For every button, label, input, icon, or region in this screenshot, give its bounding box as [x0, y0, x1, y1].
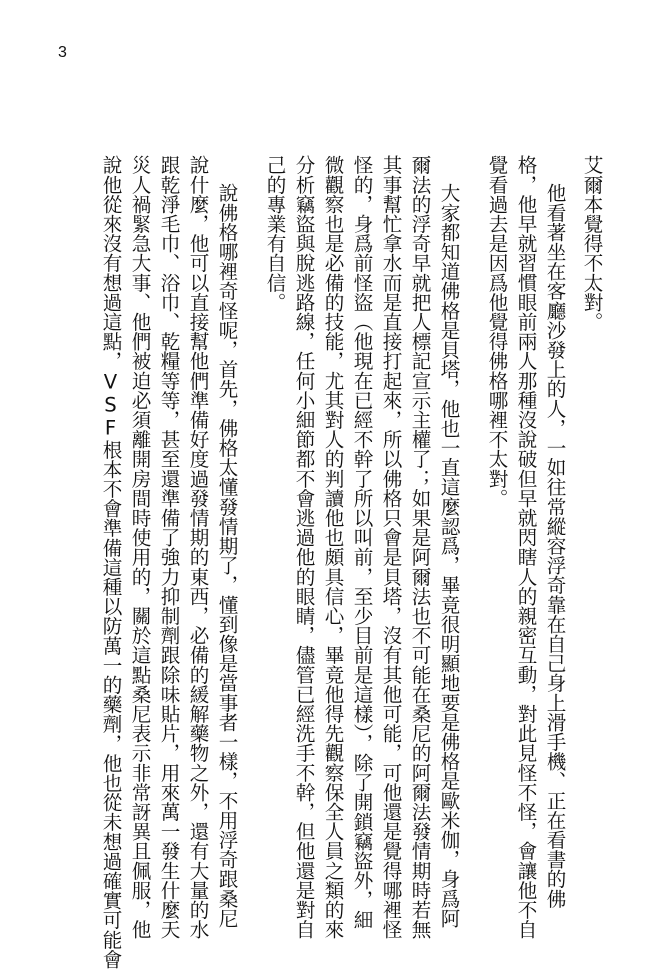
text-column-9: 微觀察也是必備的技能，尤其對人的判讀他也頗具信心，畢竟他得先觀察保全人員之類的來 — [321, 155, 344, 939]
text-column-6: 爾法的浮奇早就把人標記宣示主權了；如果是阿爾法也不可能在桑尼的阿爾法發情期時若無 — [408, 155, 431, 939]
text-column-2: 他看著坐在客廳沙發上的人，一如往常縱容浮奇靠在自己身上滑手機、正在看書的佛 — [543, 183, 566, 909]
text-column-12: 說佛格哪裡奇怪呢，首先，佛格太懂發情期了，懂到像是當事者一樣，不用浮奇跟桑尼 — [215, 183, 238, 928]
page-number: 3 — [58, 44, 67, 61]
text-column-7: 其事幫忙拿水而是直接打起來，所以佛格只會是貝塔，沒有其他可能，可他還是覺得哪裡怪 — [379, 155, 402, 939]
text-column-4: 覺看過去是因爲他覺得佛格哪裡不太對。 — [485, 155, 508, 508]
text-column-8: 怪的，身爲前怪盜（他現在已經不幹了所以叫前，至少目前是這樣），除了開鎖竊盜外，細 — [350, 155, 373, 930]
text-column-1: 艾爾本覺得不太對。 — [580, 155, 603, 332]
text-column-15: 災人禍緊急大事、他們被迫必須離開房間時使用的，關於這點桑尼表示非常訝異且佩服，他 — [128, 155, 151, 939]
text-column-3: 格，他早就習慣眼前兩人那種沒說破但早就閃瞎人的親密互動，對此見怪不怪，會讓他不自 — [514, 155, 537, 939]
text-column-16: 說他從來沒有想過這點，VSF根本不會準備這種以防萬一的藥劑，他也從未想過確實可能會 — [99, 155, 122, 969]
text-column-10: 分析竊盜與脫逃路線，任何小細節都不會逃過他的眼睛，儘管已經洗手不幹，但他還是對自 — [292, 155, 315, 939]
text-column-11: 己的專業有自信。 — [263, 155, 286, 312]
text-column-13: 說什麼，他可以直接幫他們準備好度過發情期的東西，必備的緩解藥物之外，還有大量的水 — [186, 155, 209, 939]
text-column-5: 大家都知道佛格是貝塔，他也一直這麼認爲，畢竟很明顯地要是佛格是歐米伽，身爲阿 — [437, 183, 460, 928]
text-column-14: 跟乾淨毛巾、浴巾、乾糧等等，甚至還準備了強力抑制劑跟除味貼片，用來萬一發生什麼天 — [157, 155, 180, 939]
